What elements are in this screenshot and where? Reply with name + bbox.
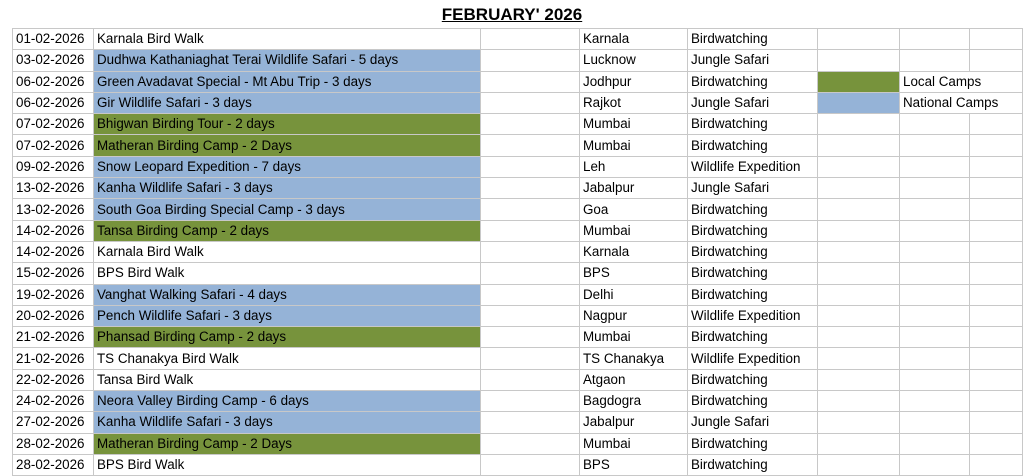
empty-cell[interactable]	[970, 114, 1023, 135]
empty-cell[interactable]	[900, 433, 970, 454]
empty-cell[interactable]	[970, 391, 1023, 412]
empty-cell[interactable]	[970, 156, 1023, 177]
date-cell[interactable]: 28-02-2026	[13, 454, 94, 475]
event-name-cell[interactable]: Green Avadavat Special - Mt Abu Trip - 3 days	[94, 71, 481, 92]
empty-cell[interactable]	[900, 29, 970, 50]
city-cell[interactable]: Leh	[580, 156, 688, 177]
empty-cell[interactable]	[481, 114, 580, 135]
empty-cell[interactable]	[970, 348, 1023, 369]
activity-type-cell[interactable]: Birdwatching	[688, 284, 818, 305]
event-name-cell[interactable]: South Goa Birding Special Camp - 3 days	[94, 199, 481, 220]
sheet-title	[0, 3, 1024, 27]
empty-cell[interactable]	[900, 220, 970, 241]
date-cell[interactable]: 13-02-2026	[13, 199, 94, 220]
table-row	[13, 348, 1023, 369]
event-name-cell[interactable]: Karnala Bird Walk	[94, 241, 481, 262]
city-cell[interactable]: Karnala	[580, 241, 688, 262]
empty-cell[interactable]	[481, 199, 580, 220]
city-cell[interactable]: Mumbai	[580, 220, 688, 241]
activity-type-cell[interactable]: Birdwatching	[688, 454, 818, 475]
empty-cell[interactable]	[970, 178, 1023, 199]
city-cell[interactable]: Bagdogra	[580, 391, 688, 412]
event-name-cell[interactable]: Dudhwa Kathaniaghat Terai Wildlife Safari - 5 days	[94, 50, 481, 71]
empty-cell[interactable]	[818, 135, 900, 156]
table-row	[13, 92, 1023, 113]
date-cell[interactable]: 15-02-2026	[13, 263, 94, 284]
table-row	[13, 114, 1023, 135]
event-name-cell[interactable]: BPS Bird Walk	[94, 263, 481, 284]
empty-cell[interactable]	[970, 29, 1023, 50]
city-cell[interactable]: Goa	[580, 199, 688, 220]
event-name-cell[interactable]: Tansa Bird Walk	[94, 369, 481, 390]
activity-type-cell[interactable]: Birdwatching	[688, 220, 818, 241]
city-cell[interactable]: Mumbai	[580, 327, 688, 348]
empty-cell[interactable]	[481, 284, 580, 305]
empty-cell[interactable]	[900, 412, 970, 433]
empty-cell[interactable]	[900, 114, 970, 135]
activity-type-cell[interactable]: Birdwatching	[688, 241, 818, 262]
activity-type-cell[interactable]: Wildlife Expedition	[688, 348, 818, 369]
date-cell[interactable]: 03-02-2026	[13, 50, 94, 71]
empty-cell[interactable]	[900, 327, 970, 348]
empty-cell[interactable]	[818, 327, 900, 348]
table-row	[13, 199, 1023, 220]
city-cell[interactable]: Karnala	[580, 29, 688, 50]
event-name-cell[interactable]: Tansa Birding Camp - 2 days	[94, 220, 481, 241]
event-name-cell[interactable]: Snow Leopard Expedition - 7 days	[94, 156, 481, 177]
table-row	[13, 178, 1023, 199]
empty-cell[interactable]	[481, 369, 580, 390]
empty-cell[interactable]	[818, 305, 900, 326]
empty-cell[interactable]	[481, 156, 580, 177]
activity-type-cell[interactable]: Birdwatching	[688, 369, 818, 390]
event-name-cell[interactable]: Phansad Birding Camp - 2 days	[94, 327, 481, 348]
activity-type-cell[interactable]: Birdwatching	[688, 263, 818, 284]
empty-cell[interactable]	[481, 327, 580, 348]
event-name-cell[interactable]: Matheran Birding Camp - 2 Days	[94, 135, 481, 156]
empty-cell[interactable]	[900, 369, 970, 390]
empty-cell[interactable]	[970, 199, 1023, 220]
table-row	[13, 156, 1023, 177]
empty-cell[interactable]	[970, 220, 1023, 241]
date-cell[interactable]: 09-02-2026	[13, 156, 94, 177]
city-cell[interactable]: Nagpur	[580, 305, 688, 326]
empty-cell[interactable]	[818, 369, 900, 390]
date-cell[interactable]: 27-02-2026	[13, 412, 94, 433]
city-cell[interactable]: TS Chanakya	[580, 348, 688, 369]
empty-cell[interactable]	[818, 114, 900, 135]
city-cell[interactable]: BPS	[580, 454, 688, 475]
city-cell[interactable]: Lucknow	[580, 50, 688, 71]
activity-type-cell[interactable]: Wildlife Expedition	[688, 156, 818, 177]
date-cell[interactable]: 20-02-2026	[13, 305, 94, 326]
empty-cell[interactable]	[481, 433, 580, 454]
empty-cell[interactable]	[818, 199, 900, 220]
schedule-table	[12, 28, 1023, 476]
empty-cell[interactable]	[818, 156, 900, 177]
table-row	[13, 369, 1023, 390]
city-cell[interactable]: Rajkot	[580, 92, 688, 113]
empty-cell[interactable]	[900, 199, 970, 220]
empty-cell[interactable]	[481, 135, 580, 156]
date-cell[interactable]: 13-02-2026	[13, 178, 94, 199]
activity-type-cell[interactable]: Birdwatching	[688, 327, 818, 348]
legend-swatch-local[interactable]	[818, 71, 900, 92]
city-cell[interactable]: Mumbai	[580, 433, 688, 454]
empty-cell[interactable]	[970, 284, 1023, 305]
empty-cell[interactable]	[900, 178, 970, 199]
empty-cell[interactable]	[481, 348, 580, 369]
event-name-cell[interactable]: Neora Valley Birding Camp - 6 days	[94, 391, 481, 412]
empty-cell[interactable]	[481, 391, 580, 412]
date-cell[interactable]: 06-02-2026	[13, 92, 94, 113]
legend-swatch-national[interactable]	[818, 92, 900, 113]
table-row	[13, 391, 1023, 412]
empty-cell[interactable]	[900, 284, 970, 305]
empty-cell[interactable]	[818, 433, 900, 454]
event-name-cell[interactable]: BPS Bird Walk	[94, 454, 481, 475]
date-cell[interactable]: 22-02-2026	[13, 369, 94, 390]
table-row	[13, 135, 1023, 156]
table-row	[13, 71, 1023, 92]
city-cell[interactable]: Jabalpur	[580, 178, 688, 199]
date-cell[interactable]: 07-02-2026	[13, 135, 94, 156]
empty-cell[interactable]	[970, 50, 1023, 71]
event-name-cell[interactable]: Matheran Birding Camp - 2 Days	[94, 433, 481, 454]
event-name-cell[interactable]: TS Chanakya Bird Walk	[94, 348, 481, 369]
city-cell[interactable]: Jodhpur	[580, 71, 688, 92]
empty-cell[interactable]	[900, 305, 970, 326]
empty-cell[interactable]	[970, 241, 1023, 262]
sheet-title-text: FEBRUARY' 2026	[441, 5, 583, 24]
table-row	[13, 29, 1023, 50]
activity-type-cell[interactable]: Jungle Safari	[688, 178, 818, 199]
event-name-cell[interactable]: Bhigwan Birding Tour - 2 days	[94, 114, 481, 135]
empty-cell[interactable]	[818, 220, 900, 241]
empty-cell[interactable]	[970, 327, 1023, 348]
table-row	[13, 50, 1023, 71]
empty-cell[interactable]	[481, 412, 580, 433]
activity-type-cell[interactable]: Birdwatching	[688, 114, 818, 135]
table-row	[13, 263, 1023, 284]
empty-cell[interactable]	[900, 263, 970, 284]
empty-cell[interactable]	[900, 391, 970, 412]
table-row	[13, 241, 1023, 262]
date-cell[interactable]: 01-02-2026	[13, 29, 94, 50]
date-cell[interactable]: 07-02-2026	[13, 114, 94, 135]
date-cell[interactable]: 14-02-2026	[13, 241, 94, 262]
empty-cell[interactable]	[481, 92, 580, 113]
empty-cell[interactable]	[481, 178, 580, 199]
empty-cell[interactable]	[900, 50, 970, 71]
empty-cell[interactable]	[900, 156, 970, 177]
empty-cell[interactable]	[970, 305, 1023, 326]
activity-type-cell[interactable]: Birdwatching	[688, 199, 818, 220]
table-row	[13, 412, 1023, 433]
date-cell[interactable]: 21-02-2026	[13, 348, 94, 369]
table-row	[13, 454, 1023, 475]
empty-cell[interactable]	[900, 454, 970, 475]
activity-type-cell[interactable]: Wildlife Expedition	[688, 305, 818, 326]
empty-cell[interactable]	[481, 263, 580, 284]
legend-label-local[interactable]: Local Camps	[900, 71, 1023, 92]
event-name-cell[interactable]: Vanghat Walking Safari - 4 days	[94, 284, 481, 305]
empty-cell[interactable]	[818, 391, 900, 412]
table-row	[13, 284, 1023, 305]
activity-type-cell[interactable]: Jungle Safari	[688, 92, 818, 113]
legend-label-national[interactable]: National Camps	[900, 92, 1023, 113]
activity-type-cell[interactable]: Birdwatching	[688, 29, 818, 50]
activity-type-cell[interactable]: Birdwatching	[688, 391, 818, 412]
activity-type-cell[interactable]: Birdwatching	[688, 135, 818, 156]
date-cell[interactable]: 06-02-2026	[13, 71, 94, 92]
empty-cell[interactable]	[900, 135, 970, 156]
empty-cell[interactable]	[818, 178, 900, 199]
empty-cell[interactable]	[818, 50, 900, 71]
date-cell[interactable]: 14-02-2026	[13, 220, 94, 241]
table-row	[13, 305, 1023, 326]
event-name-cell[interactable]: Kanha Wildlife Safari - 3 days	[94, 178, 481, 199]
city-cell[interactable]: Mumbai	[580, 135, 688, 156]
empty-cell[interactable]	[481, 71, 580, 92]
empty-cell[interactable]	[818, 241, 900, 262]
empty-cell[interactable]	[481, 50, 580, 71]
city-cell[interactable]: Mumbai	[580, 114, 688, 135]
table-row	[13, 220, 1023, 241]
activity-type-cell[interactable]: Jungle Safari	[688, 50, 818, 71]
table-row	[13, 433, 1023, 454]
empty-cell[interactable]	[481, 305, 580, 326]
activity-type-cell[interactable]: Birdwatching	[688, 71, 818, 92]
schedule-rows	[13, 29, 1023, 476]
empty-cell[interactable]	[970, 433, 1023, 454]
event-name-cell[interactable]: Karnala Bird Walk	[94, 29, 481, 50]
activity-type-cell[interactable]: Birdwatching	[688, 433, 818, 454]
city-cell[interactable]: Jabalpur	[580, 412, 688, 433]
empty-cell[interactable]	[970, 263, 1023, 284]
empty-cell[interactable]	[970, 369, 1023, 390]
empty-cell[interactable]	[900, 348, 970, 369]
empty-cell[interactable]	[818, 348, 900, 369]
city-cell[interactable]: BPS	[580, 263, 688, 284]
date-cell[interactable]: 21-02-2026	[13, 327, 94, 348]
city-cell[interactable]: Delhi	[580, 284, 688, 305]
activity-type-cell[interactable]: Jungle Safari	[688, 412, 818, 433]
date-cell[interactable]: 19-02-2026	[13, 284, 94, 305]
empty-cell[interactable]	[481, 454, 580, 475]
empty-cell[interactable]	[481, 29, 580, 50]
event-name-cell[interactable]: Kanha Wildlife Safari - 3 days	[94, 412, 481, 433]
date-cell[interactable]: 24-02-2026	[13, 391, 94, 412]
event-name-cell[interactable]: Pench Wildlife Safari - 3 days	[94, 305, 481, 326]
empty-cell[interactable]	[818, 454, 900, 475]
empty-cell[interactable]	[818, 412, 900, 433]
table-row	[13, 327, 1023, 348]
date-cell[interactable]: 28-02-2026	[13, 433, 94, 454]
empty-cell[interactable]	[900, 241, 970, 262]
empty-cell[interactable]	[818, 284, 900, 305]
city-cell[interactable]: Atgaon	[580, 369, 688, 390]
empty-cell[interactable]	[818, 29, 900, 50]
event-name-cell[interactable]: Gir Wildlife Safari - 3 days	[94, 92, 481, 113]
empty-cell[interactable]	[481, 220, 580, 241]
empty-cell[interactable]	[481, 241, 580, 262]
empty-cell[interactable]	[970, 135, 1023, 156]
empty-cell[interactable]	[818, 263, 900, 284]
empty-cell[interactable]	[970, 412, 1023, 433]
empty-cell[interactable]	[970, 454, 1023, 475]
